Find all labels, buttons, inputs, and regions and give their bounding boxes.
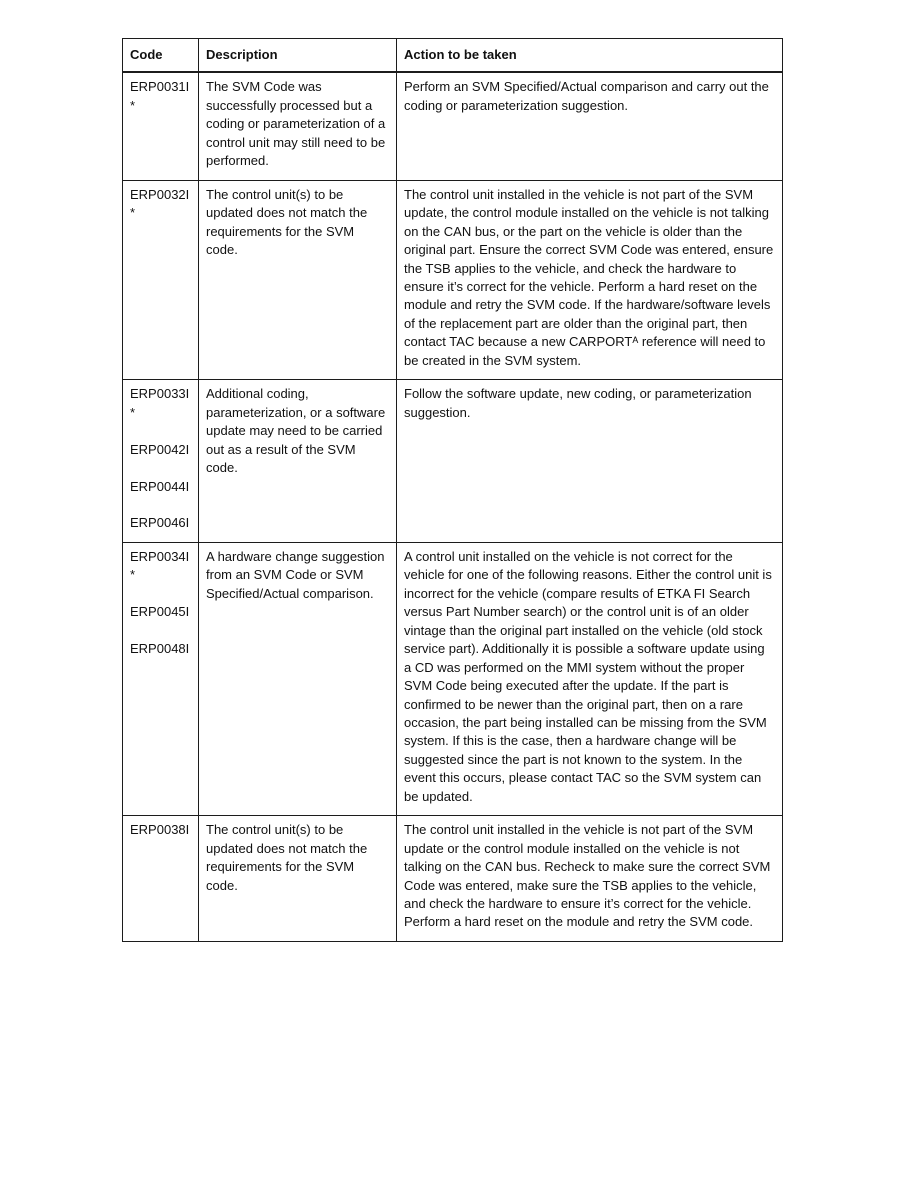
action-cell: Perform an SVM Specified/Actual comparison and carry out the coding or parameterization suggestion. <box>397 72 783 180</box>
code-cell: ERP0032I * <box>123 180 199 380</box>
column-header-description: Description <box>199 39 397 73</box>
description-cell: The control unit(s) to be updated does not match the requirements for the SVM code. <box>199 180 397 380</box>
action-cell: A control unit installed on the vehicle is not correct for the vehicle for one of the following reasons. Either the control unit is incorrect for the vehicle (compare results of ETKA FI Search versus Part Number search) or the control unit is of an older vintage than the original part installed on the vehicle (old stock service part). Additionally it is possible a software update using a CD was performed on the MMI system without the proper SVM Code being executed after the update. If the part is confirmed to be newer than the original part, then on a rare occasion, the part being installed can be missing from the SVM system. If this is the case, then a hardware change will be suggested since the part is not known to the system. In the event this occurs, please contact TAC so the SVM system can be updated. <box>397 542 783 815</box>
table-row <box>123 180 783 380</box>
table-header-row <box>123 39 783 73</box>
action-cell: The control unit installed in the vehicle is not part of the SVM update or the control module installed on the vehicle is not talking on the CAN bus. Recheck to make sure the correct SVM Code was entered, make sure the TSB applies to the vehicle, and check the hardware to ensure it’s correct for the vehicle. Perform a hard reset on the module and retry the SVM code. <box>397 816 783 942</box>
description-cell: The control unit(s) to be updated does not match the requirements for the SVM code. <box>199 816 397 942</box>
table-row <box>123 72 783 180</box>
table-row <box>123 380 783 543</box>
action-cell: Follow the software update, new coding, or parameterization suggestion. <box>397 380 783 543</box>
column-header-code: Code <box>123 39 199 73</box>
code-cell: ERP0033I * ERP0042I ERP0044I ERP0046I <box>123 380 199 543</box>
column-header-action: Action to be taken <box>397 39 783 73</box>
table-row <box>123 816 783 942</box>
code-cell: ERP0031I * <box>123 72 199 180</box>
code-cell: ERP0038I <box>123 816 199 942</box>
description-cell: The SVM Code was successfully processed but a coding or parameterization of a control unit may still need to be performed. <box>199 72 397 180</box>
svm-codes-table <box>122 38 783 942</box>
table-row <box>123 542 783 815</box>
description-cell: Additional coding, parameterization, or a software update may need to be carried out as a result of the SVM code. <box>199 380 397 543</box>
code-cell: ERP0034I * ERP0045I ERP0048I <box>123 542 199 815</box>
description-cell: A hardware change suggestion from an SVM Code or SVM Specified/Actual comparison. <box>199 542 397 815</box>
action-cell: The control unit installed in the vehicle is not part of the SVM update, the control module installed on the vehicle is not talking on the CAN bus, or the part on the vehicle is older than the original part. Ensure the correct SVM Code was entered, ensure the TSB applies to the vehicle, and check the hardware to ensure it’s correct for the vehicle. Perform a hard reset on the module and retry the SVM code. If the hardware/software levels of the replacement part are older than the original part, then contact TAC because a new CARPORTᴬ reference will need to be created in the SVM system. <box>397 180 783 380</box>
